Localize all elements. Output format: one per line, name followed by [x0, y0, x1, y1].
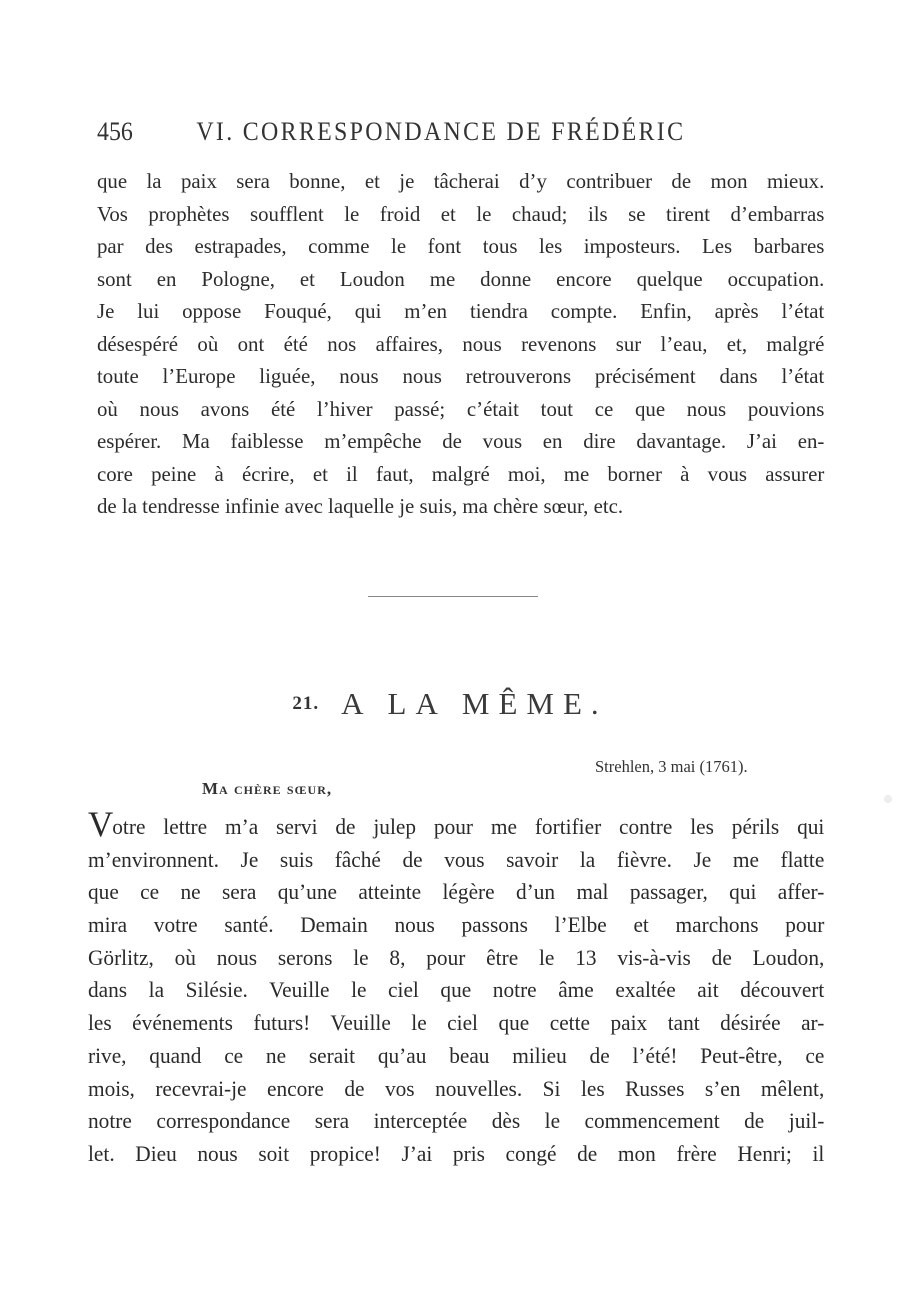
text-line: rive, quand ce ne serait qu’au beau milieu de l’été! Peut-être, ce	[88, 1042, 825, 1068]
letter-number: 21.	[292, 693, 320, 714]
text-line: dans la Silésie. Veuille le ciel que notre âme exaltée ait découvert	[88, 977, 825, 1003]
text-line: Je lui oppose Fouqué, qui m’en tiendra compte. Enfin, après l’état	[97, 299, 825, 323]
text-line-first	[88, 804, 825, 844]
text-line: mois, recevrai-je encore de vos nouvelles. Si les Russes s’en mêlent,	[88, 1075, 825, 1101]
text-line: que ce ne sera qu’une atteinte légère d’un mal passager, qui affer-	[88, 879, 825, 905]
text-line: les événements futurs! Veuille le ciel que cette paix tant désirée ar-	[88, 1010, 825, 1036]
letter-title: A LA MÊME.	[341, 686, 608, 721]
text-line: désespéré où ont été nos affaires, nous revenons sur l’eau, et, malgré	[97, 331, 825, 356]
text-line: que la paix sera bonne, et je tâcherai d’y contribuer de mon mieux.	[97, 169, 825, 193]
page-number: 456	[97, 117, 133, 146]
running-head	[97, 117, 778, 153]
text-line: par des estrapades, comme le font tous les imposteurs. Les barbares	[97, 234, 825, 258]
text-line: core peine à écrire, et il faut, malgré moi, me borner à vous assurer	[97, 461, 825, 486]
text-line: toute l’Europe liguée, nous nous retrouverons précisément dans l’état	[97, 364, 825, 388]
drop-cap: V	[88, 804, 113, 844]
text-line: espérer. Ma faiblesse m’empêche de vous en dire davantage. J’ai en-	[97, 429, 825, 453]
text-line: sont en Pologne, et Loudon me donne encore quelque occupation.	[97, 266, 825, 291]
letter-body	[88, 804, 825, 1171]
letter-dateline: Strehlen, 3 mai (1761).	[595, 757, 748, 776]
first-line-text: otre lettre m’a servi de julep pour me fortifier contre les périls qui	[112, 814, 825, 839]
paper-speck	[884, 795, 892, 803]
section-divider	[368, 596, 538, 597]
text-line: mira votre santé. Demain nous passons l’Elbe et marchons pour	[88, 912, 825, 938]
text-line: m’environnent. Je suis fâché de vous savoir la fièvre. Je me flatte	[88, 846, 825, 872]
text-line: let. Dieu nous soit propice! J’ai pris congé de mon frère Henri; il	[88, 1140, 825, 1166]
text-line: Görlitz, où nous serons le 8, pour être le 13 vis-à-vis de Loudon,	[88, 944, 825, 970]
text-line: où nous avons été l’hiver passé; c’était tout ce que nous pouvions	[97, 396, 825, 421]
text-line: notre correspondance sera interceptée dès le commencement de juil-	[88, 1108, 825, 1134]
text-line: Vos prophètes soufflent le froid et le chaud; ils se tirent d’embarras	[97, 201, 825, 226]
running-head-title: VI. CORRESPONDANCE DE FRÉDÉRIC	[196, 117, 686, 146]
letter-salutation: Ma chère sœur,	[202, 779, 333, 798]
letter-heading	[0, 686, 900, 722]
previous-letter-closing	[97, 165, 825, 523]
text-line: de la tendresse infinie avec laquelle je suis, ma chère sœur, etc.	[97, 494, 624, 518]
